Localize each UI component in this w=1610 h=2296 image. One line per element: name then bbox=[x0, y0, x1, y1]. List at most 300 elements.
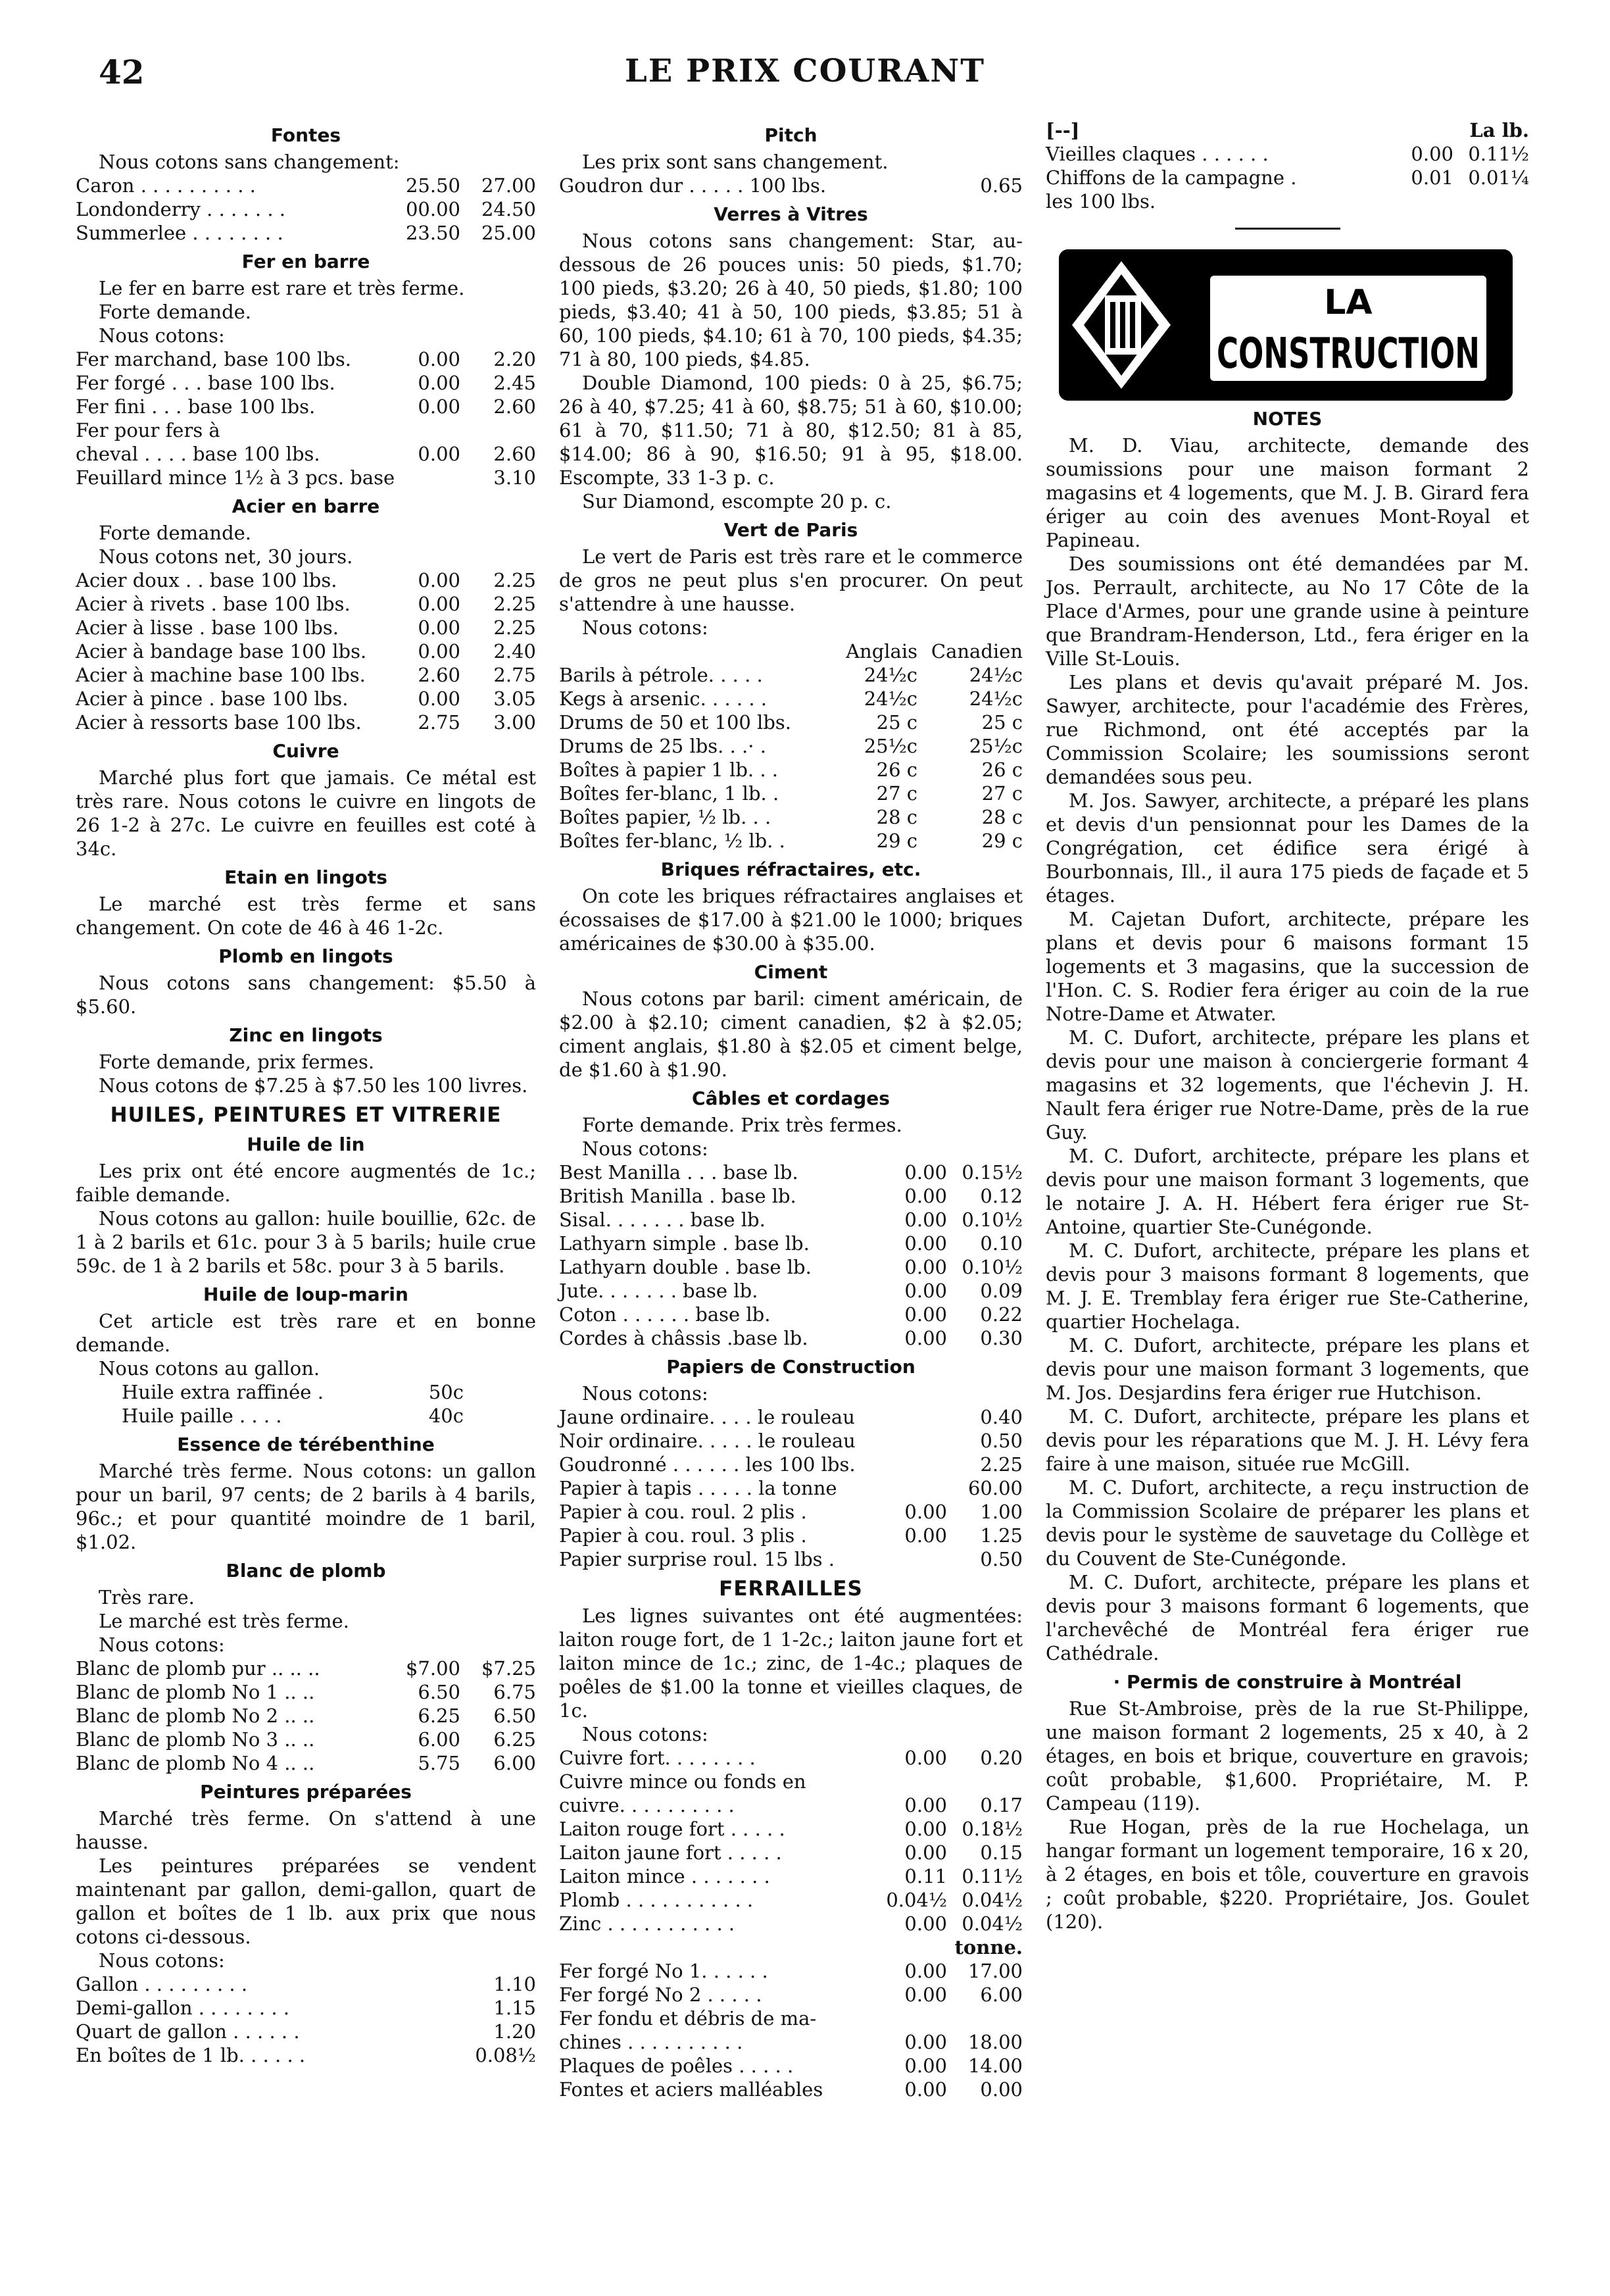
price-row bbox=[559, 1429, 1023, 1453]
item-price-max: 0.22 bbox=[980, 1303, 1023, 1326]
price-row bbox=[1046, 142, 1529, 166]
price-row bbox=[559, 1983, 1023, 2007]
price-row bbox=[559, 1817, 1023, 1841]
item-price-max: 0.17 bbox=[980, 1794, 1023, 1816]
item-price-max: 0.15 bbox=[980, 1841, 1023, 1864]
item-price: 50c bbox=[428, 1381, 464, 1403]
item-name: Blanc de plomb pur .. .. .. bbox=[76, 1657, 320, 1680]
section-title: Fontes bbox=[270, 124, 341, 146]
section-title: Plomb en lingots bbox=[218, 945, 393, 967]
price-row bbox=[76, 371, 536, 395]
section-title: Briques réfractaires, etc. bbox=[660, 859, 921, 880]
section-title: Acier en barre bbox=[232, 495, 380, 517]
item-price-max: 3.10 bbox=[493, 466, 536, 489]
item-price: 0.00 bbox=[418, 687, 460, 710]
item-price-max bbox=[460, 418, 536, 442]
item-name: Acier à pince . base 100 lbs. bbox=[76, 687, 349, 710]
item-name: Londonderry . . . . . . . bbox=[76, 198, 285, 220]
item-price-max: 0.30 bbox=[980, 1327, 1023, 1349]
price-row bbox=[76, 1657, 536, 1680]
item-price bbox=[1378, 189, 1453, 213]
price-row bbox=[76, 711, 536, 734]
price-row bbox=[76, 347, 536, 371]
paragraph: Nous cotons net, 30 jours. bbox=[99, 545, 353, 568]
price-table bbox=[76, 174, 536, 245]
item-name: Quart de gallon . . . . . . bbox=[76, 2020, 300, 2043]
section-title: NOTES bbox=[1252, 408, 1323, 430]
item-name: Papier à tapis . . . . . la tonne bbox=[559, 1477, 837, 1499]
price-row bbox=[76, 663, 536, 687]
item-price: 0.00 bbox=[904, 1984, 947, 2006]
item-price: 40c bbox=[428, 1405, 464, 1427]
item-name: Boîtes papier, ½ lb. . . bbox=[559, 806, 771, 828]
header-left: [--] bbox=[1046, 119, 1080, 141]
item-name: Cuivre fort. . . . . . . . bbox=[559, 1747, 756, 1769]
item-price: 0.00 bbox=[904, 1185, 947, 1207]
item-price-max: 1.00 bbox=[980, 1501, 1023, 1523]
price-row bbox=[559, 805, 1023, 829]
section-title: Cuivre bbox=[272, 740, 339, 762]
item-price: 0.00 bbox=[418, 593, 460, 615]
item-price-max: 2.45 bbox=[493, 372, 536, 394]
item-name: Huile paille . . . . bbox=[122, 1405, 282, 1427]
price-row bbox=[559, 1160, 1023, 1184]
section-title: Câbles et cordages bbox=[692, 1087, 890, 1109]
price-row bbox=[76, 442, 536, 466]
note-paragraph: M. C. Dufort, architecte, prépare les plans et devis pour 3 maisons formant 8 logements, que M. J. E. Tremblay fera ériger rue Ste-Catherine, quartier Hochelaga. bbox=[1046, 1239, 1529, 1333]
price-table bbox=[1046, 142, 1529, 213]
item-price-max: 0.10½ bbox=[962, 1209, 1023, 1231]
item-price: 6.00 bbox=[418, 1728, 460, 1751]
item-price bbox=[871, 1405, 947, 1429]
item-name: Zinc . . . . . . . . . . . bbox=[559, 1912, 735, 1935]
item-price: 0.00 bbox=[904, 1280, 947, 1302]
item-price-max: 0.40 bbox=[980, 1406, 1023, 1428]
price-row bbox=[76, 1704, 536, 1728]
price-row bbox=[559, 1912, 1023, 1935]
major-heading: FERRAILLES bbox=[719, 1577, 863, 1601]
header-unit: La lb. bbox=[1469, 119, 1529, 141]
item-price: 0.00 bbox=[904, 1327, 947, 1349]
item-name: British Manilla . base lb. bbox=[559, 1185, 796, 1207]
price-row bbox=[559, 1232, 1023, 1255]
item-price-max: 2.20 bbox=[493, 348, 536, 370]
item-name: Blanc de plomb No 2 .. .. bbox=[76, 1705, 315, 1727]
section-title: Ciment bbox=[754, 961, 828, 983]
item-name: Papier à cou. roul. 2 plis . bbox=[559, 1501, 807, 1523]
item-name: Drums de 25 lbs. . .· . bbox=[559, 735, 766, 757]
item-price-max bbox=[1453, 189, 1529, 213]
price-row bbox=[559, 1793, 1023, 1817]
item-name: Noir ordinaire. . . . . le rouleau bbox=[559, 1430, 856, 1452]
item-price: 0.00 bbox=[904, 1161, 947, 1184]
item-price-max: 24.50 bbox=[481, 198, 536, 220]
item-name: Coton . . . . . . base lb. bbox=[559, 1303, 771, 1326]
item-price: $7.00 bbox=[405, 1657, 460, 1680]
item-price-max: 6.00 bbox=[493, 1752, 536, 1774]
item-price: 6.25 bbox=[418, 1705, 460, 1727]
item-price-max: 3.05 bbox=[493, 687, 536, 710]
section-title: · Permis de construire à Montréal bbox=[1113, 1671, 1462, 1693]
section-title: Pitch bbox=[764, 124, 817, 146]
item-price-max: 6.75 bbox=[493, 1681, 536, 1703]
permit-paragraph: Rue St-Ambroise, près de la rue St-Philippe, une maison formant 2 logements, 25 x 40, à 2 étages, en bois et brique, couverture en gravois; coût probable, $1,600. Propriétaire, M. P. Campeau (119). bbox=[1046, 1697, 1529, 1814]
item-price-max: 24½c bbox=[969, 687, 1023, 710]
item-price-max: 0.50 bbox=[980, 1430, 1023, 1452]
item-name: Demi-gallon . . . . . . . . bbox=[76, 1997, 290, 2019]
price-table bbox=[559, 1405, 1023, 1571]
item-name: Chiffons de la campagne . bbox=[1046, 166, 1297, 189]
paragraph: Nous cotons: bbox=[582, 1137, 708, 1160]
item-name: Summerlee . . . . . . . . bbox=[76, 222, 283, 244]
item-price-max: 2.25 bbox=[493, 616, 536, 639]
item-name: Plomb . . . . . . . . . . . bbox=[559, 1889, 754, 1911]
item-price-max: 0.20 bbox=[980, 1747, 1023, 1769]
price-row bbox=[559, 1959, 1023, 1983]
note-paragraph: M. Cajetan Dufort, architecte, prépare les plans et devis pour 6 maisons formant 15 logements et 3 magasins, que la succession de l'Hon. C. S. Rodier fera ériger au coin de la rue Notre-Dame et Atwater. bbox=[1046, 908, 1529, 1025]
item-price-max: 29 c bbox=[981, 830, 1023, 852]
price-row bbox=[76, 1972, 536, 1996]
item-price-max: 17.00 bbox=[967, 1960, 1023, 1982]
paragraph: Nous cotons: bbox=[582, 616, 708, 639]
item-price: 23.50 bbox=[405, 222, 460, 244]
price-row bbox=[76, 395, 536, 418]
price-row bbox=[76, 174, 536, 197]
item-name: Acier à lisse . base 100 lbs. bbox=[76, 616, 339, 639]
item-price-max: 27 c bbox=[981, 782, 1023, 805]
major-heading: HUILES, PEINTURES ET VITRERIE bbox=[110, 1103, 502, 1127]
paragraph: Nous cotons: bbox=[99, 1949, 225, 1972]
price-row bbox=[559, 734, 1023, 758]
item-price-max: 26 c bbox=[981, 759, 1023, 781]
item-price bbox=[871, 1429, 947, 1453]
item-name: Fer forgé . . . base 100 lbs. bbox=[76, 372, 335, 394]
paragraph: Nous cotons sans changement: $5.50 à $5.60. bbox=[76, 972, 536, 1018]
item-name: En boîtes de 1 lb. . . . . . bbox=[76, 2044, 306, 2066]
section-title: Vert de Paris bbox=[723, 519, 858, 541]
section-title: Fer en barre bbox=[241, 251, 370, 272]
price-row bbox=[559, 687, 1023, 711]
item-name: Fer fondu et débris de ma- bbox=[559, 2007, 817, 2030]
item-price-max: 2.25 bbox=[493, 593, 536, 615]
column-3 bbox=[1046, 118, 1529, 1934]
note-paragraph: Des soumissions ont été demandées par M. Jos. Perrault, architecte, au No 17 Côte de la Place d'Armes, pour une grande usine à peinture que Brandram-Henderson, Ltd., fera ériger en la Ville St-Louis. bbox=[1046, 553, 1529, 670]
price-row bbox=[559, 1303, 1023, 1326]
price-row bbox=[1046, 189, 1529, 213]
item-name: chines . . . . . . . . . . bbox=[559, 2031, 743, 2053]
note-paragraph: M. D. Viau, architecte, demande des soumissions pour une maison formant 2 magasins et 4 logements, que M. J. B. Girard fera ériger au coin des avenues Mont-Royal et Papineau. bbox=[1046, 434, 1529, 551]
item-price bbox=[385, 418, 460, 442]
table-header bbox=[559, 639, 1023, 663]
item-price: 0.00 bbox=[1411, 143, 1453, 165]
item-price-max: 2.25 bbox=[980, 1453, 1023, 1476]
permits-list bbox=[1046, 1697, 1529, 1934]
item-price: 0.00 bbox=[904, 1794, 947, 1816]
item-price: 1.10 bbox=[493, 1973, 536, 1995]
item-name: Gallon . . . . . . . . . bbox=[76, 1973, 248, 1995]
item-price: 24½c bbox=[864, 664, 917, 686]
item-name: Jaune ordinaire. . . . le rouleau bbox=[559, 1406, 855, 1428]
construction-logo-graphic bbox=[1059, 249, 1513, 401]
item-price-max: 0.04½ bbox=[962, 1912, 1023, 1935]
logo-big-text: CONSTRUCTION bbox=[1217, 330, 1480, 378]
item-price: 25 c bbox=[876, 711, 917, 734]
price-table bbox=[76, 1380, 464, 1428]
column-header: Canadien bbox=[931, 640, 1023, 662]
item-price: 00.00 bbox=[405, 198, 460, 220]
item-name: Papier surprise roul. 15 lbs . bbox=[559, 1548, 835, 1570]
construction-logo bbox=[1059, 249, 1513, 401]
item-price: 0.00 bbox=[904, 1747, 947, 1769]
price-row bbox=[559, 1888, 1023, 1912]
item-price-max: 18.00 bbox=[967, 2031, 1023, 2053]
item-name: Kegs à arsenic. . . . . . bbox=[559, 687, 768, 710]
note-paragraph: M. C. Dufort, architecte, a reçu instruction de la Commission Scolaire de préparer les plans et devis pour le système de sauvetage du Collège et du Couvent de Ste-Cunégonde. bbox=[1046, 1476, 1529, 1570]
item-name: Drums de 50 et 100 lbs. bbox=[559, 711, 791, 734]
item-price-max bbox=[947, 2007, 1023, 2030]
paragraph: Marché plus fort que jamais. Ce métal est très rare. Nous cotons le cuivre en lingots de 26 1-2 à 27c. Le cuivre en feuilles est coté à 34c. bbox=[76, 766, 536, 860]
item-name: Lathyarn double . base lb. bbox=[559, 1256, 812, 1278]
paragraph: Le marché est très ferme. bbox=[99, 1610, 349, 1632]
price-table bbox=[559, 1959, 1023, 2101]
price-row bbox=[559, 1841, 1023, 1864]
paragraph: Marché très ferme. On s'attend à une hausse. bbox=[76, 1807, 536, 1853]
item-price: 0.00 bbox=[418, 348, 460, 370]
item-price: 26 c bbox=[876, 759, 917, 781]
item-price: 6.50 bbox=[418, 1681, 460, 1703]
item-price: 0.00 bbox=[418, 372, 460, 394]
paragraph: Le fer en barre est rare et très ferme. bbox=[99, 277, 465, 299]
item-price-max: $7.25 bbox=[481, 1657, 536, 1680]
item-price-max: 0.15½ bbox=[962, 1161, 1023, 1184]
price-row bbox=[76, 2043, 536, 2067]
item-name: Goudron dur . . . . . 100 lbs. bbox=[559, 174, 827, 197]
paragraph: Forte demande. bbox=[99, 301, 252, 323]
item-price-max: 0.18½ bbox=[962, 1818, 1023, 1840]
item-price: 0.00 bbox=[904, 1912, 947, 1935]
item-price: 29 c bbox=[876, 830, 917, 852]
price-row bbox=[76, 687, 536, 711]
item-name: Fer marchand, base 100 lbs. bbox=[76, 348, 351, 370]
section-title: Papiers de Construction bbox=[666, 1356, 915, 1378]
item-name: Blanc de plomb No 4 .. .. bbox=[76, 1752, 315, 1774]
item-price-max: 2.75 bbox=[493, 664, 536, 686]
section-title: Essence de térébenthine bbox=[177, 1434, 435, 1455]
section-title: Huile de loup-marin bbox=[203, 1284, 408, 1305]
paragraph: Très rare. bbox=[99, 1586, 195, 1609]
item-price: 0.00 bbox=[904, 2055, 947, 2077]
column-2 bbox=[559, 118, 1023, 2101]
item-price-max: 0.11½ bbox=[1468, 143, 1529, 165]
item-name: Papier à cou. roul. 3 plis . bbox=[559, 1524, 807, 1547]
item-name: Cordes à châssis .base lb. bbox=[559, 1327, 808, 1349]
item-price-max: 28 c bbox=[981, 806, 1023, 828]
item-price-max: 2.40 bbox=[493, 640, 536, 662]
notes-list bbox=[1046, 434, 1529, 1665]
item-name: cuivre. . . . . . . . . . bbox=[559, 1794, 735, 1816]
price-row bbox=[76, 1751, 536, 1775]
paragraph: Les prix ont été encore augmentés de 1c.; faible demande. bbox=[76, 1160, 536, 1206]
paragraph: Les prix sont sans changement. bbox=[582, 151, 889, 173]
item-price bbox=[395, 466, 465, 489]
item-name: Caron . . . . . . . . . . bbox=[76, 174, 256, 197]
item-price: 0.11 bbox=[904, 1865, 947, 1887]
item-price-max: 27.00 bbox=[481, 174, 536, 197]
item-name: Sisal. . . . . . . base lb. bbox=[559, 1209, 766, 1231]
item-name: Boîtes fer-blanc, 1 lb. . bbox=[559, 782, 779, 805]
section-title: Blanc de plomb bbox=[226, 1560, 386, 1582]
item-name: Fer forgé No 1. . . . . . bbox=[559, 1960, 768, 1982]
item-name: Vieilles claques . . . . . . bbox=[1046, 143, 1269, 165]
item-price: 25½c bbox=[864, 735, 917, 757]
item-name: Acier à machine base 100 lbs. bbox=[76, 664, 366, 686]
item-price-max: 0.01¼ bbox=[1468, 166, 1529, 189]
item-price: 0.08½ bbox=[475, 2044, 536, 2066]
item-name: Laiton jaune fort . . . . . bbox=[559, 1841, 782, 1864]
paragraph: Nous cotons de $7.25 à $7.50 les 100 livres. bbox=[99, 1074, 528, 1097]
item-price: 25.50 bbox=[405, 174, 460, 197]
divider bbox=[1235, 228, 1340, 230]
price-row bbox=[559, 2030, 1023, 2054]
item-price-max: 2.25 bbox=[493, 569, 536, 591]
item-name: Fer forgé No 2 . . . . . bbox=[559, 1984, 762, 2006]
price-row bbox=[559, 1864, 1023, 1888]
price-table bbox=[559, 1160, 1023, 1350]
item-name: Goudronné . . . . . . les 100 lbs. bbox=[559, 1453, 856, 1476]
item-name: Feuillard mince 1½ à 3 pcs. base bbox=[76, 466, 395, 489]
paragraph: Le marché est très ferme et sans changement. On cote de 46 à 46 1-2c. bbox=[76, 893, 536, 939]
item-price-max: 24½c bbox=[969, 664, 1023, 686]
item-price-max: 0.00 bbox=[980, 2078, 1023, 2101]
price-row bbox=[559, 758, 1023, 782]
paragraph: Nous cotons sans changement: Star, au-dessous de 26 pouces unis: 50 pieds, $1.70; 100 pieds, $3.20; 26 à 40, 50 pieds, $1.80; 100 pieds, $3.40; 41 à 50, 100 pieds, $3.85; 51 à 60, 100 pieds, $4.10; 61 à 70, 100 pieds, $4.35; 71 à 80, 100 pieds, $4.85. bbox=[559, 230, 1023, 370]
price-table bbox=[76, 1972, 536, 2067]
item-price-max: 0.11½ bbox=[962, 1865, 1023, 1887]
item-price: 0.00 bbox=[904, 1232, 947, 1255]
item-price bbox=[871, 2007, 947, 2030]
price-row bbox=[559, 1184, 1023, 1208]
item-name: les 100 lbs. bbox=[1046, 190, 1156, 212]
item-price: 0.01 bbox=[1411, 166, 1453, 189]
item-name: Boîtes fer-blanc, ½ lb. . bbox=[559, 830, 785, 852]
paragraph: Forte demande, prix fermes. bbox=[99, 1051, 375, 1073]
item-name: Laiton rouge fort . . . . . bbox=[559, 1818, 785, 1840]
unit-label: tonne. bbox=[954, 1936, 1023, 1959]
item-price: 0.00 bbox=[418, 569, 460, 591]
item-name: Acier à bandage base 100 lbs. bbox=[76, 640, 367, 662]
price-table bbox=[76, 347, 536, 489]
item-price: 0.00 bbox=[904, 1256, 947, 1278]
item-price: 0.00 bbox=[904, 1209, 947, 1231]
paragraph: Nous cotons: bbox=[582, 1382, 708, 1405]
item-name: Best Manilla . . . base lb. bbox=[559, 1161, 798, 1184]
item-name: Laiton mince . . . . . . . bbox=[559, 1865, 770, 1887]
price-row bbox=[559, 1453, 1023, 1476]
item-name: Jute. . . . . . . base lb. bbox=[559, 1280, 758, 1302]
item-price-max: 1.25 bbox=[980, 1524, 1023, 1547]
page-title: LE PRIX COURANT bbox=[624, 53, 986, 89]
item-name: Blanc de plomb No 1 .. .. bbox=[76, 1681, 315, 1703]
logo-small-text: LA bbox=[1324, 283, 1373, 322]
price-row bbox=[559, 711, 1023, 734]
item-name: Boîtes à papier 1 lb. . . bbox=[559, 759, 779, 781]
price-row bbox=[76, 616, 536, 639]
column-1 bbox=[76, 118, 536, 2067]
item-price-max: 6.00 bbox=[980, 1984, 1023, 2006]
item-price: 0.00 bbox=[418, 616, 460, 639]
column-header: Anglais bbox=[846, 640, 917, 662]
price-row bbox=[559, 1208, 1023, 1232]
price-table bbox=[559, 1746, 1023, 1935]
price-row bbox=[559, 1547, 1023, 1571]
page-number: 42 bbox=[99, 53, 145, 91]
price-table bbox=[559, 663, 1023, 853]
item-name: Fontes et aciers malléables bbox=[559, 2078, 823, 2101]
item-name: Blanc de plomb No 3 .. .. bbox=[76, 1728, 315, 1751]
item-price-max: 0.12 bbox=[980, 1185, 1023, 1207]
item-price-max: 2.60 bbox=[493, 395, 536, 418]
price-row bbox=[1046, 166, 1529, 189]
item-price: 0.00 bbox=[904, 1524, 947, 1547]
item-price-max: 2.60 bbox=[493, 443, 536, 465]
section-title: Huile de lin bbox=[247, 1134, 365, 1155]
paragraph: Forte demande. Prix très fermes. bbox=[582, 1114, 902, 1136]
price-row bbox=[559, 1746, 1023, 1770]
item-price-max: 60.00 bbox=[967, 1477, 1023, 1499]
price-row bbox=[76, 418, 536, 442]
price-row bbox=[559, 174, 1023, 197]
price-row bbox=[559, 1500, 1023, 1524]
price-row bbox=[559, 829, 1023, 853]
paragraph: Nous cotons: bbox=[99, 324, 225, 347]
table-header bbox=[1046, 118, 1529, 142]
price-row bbox=[122, 1380, 464, 1404]
paragraph: Double Diamond, 100 pieds: 0 à 25, $6.75; 26 à 40, $7.25; 41 à 60, $8.75; 51 à 60, $10.00; 61 à 70, $11.50; 71 à 80, $12.50; 81 à 85, $14.00; 86 à 90, $16.50; 91 à 95, $18.00. Escompte, 33 1-3 p. c. bbox=[559, 372, 1023, 489]
price-row bbox=[76, 1680, 536, 1704]
item-name: cheval . . . . base 100 lbs. bbox=[76, 443, 320, 465]
item-name: Lathyarn simple . base lb. bbox=[559, 1232, 810, 1255]
note-paragraph: M. Jos. Sawyer, architecte, a préparé les plans et devis d'un pensionnat pour les Dames de la Congrégation, cet édifice sera érigé à Bourbonnais, Ill., il aura 175 pieds de façade et 5 étages. bbox=[1046, 789, 1529, 907]
item-price: 0.65 bbox=[980, 174, 1023, 197]
item-name: Fer pour fers à bbox=[76, 419, 220, 441]
item-price-max: 0.04½ bbox=[962, 1889, 1023, 1911]
item-price bbox=[871, 1770, 947, 1793]
price-row bbox=[76, 197, 536, 221]
item-price-max: 3.00 bbox=[493, 711, 536, 734]
price-row bbox=[76, 2020, 536, 2043]
price-row bbox=[559, 2054, 1023, 2078]
price-row bbox=[559, 1476, 1023, 1500]
item-name: Fer fini . . . base 100 lbs. bbox=[76, 395, 316, 418]
price-row bbox=[76, 592, 536, 616]
item-price: 24½c bbox=[864, 687, 917, 710]
item-price-max: 0.10 bbox=[980, 1232, 1023, 1255]
item-price: 5.75 bbox=[418, 1752, 460, 1774]
item-name: Cuivre mince ou fonds en bbox=[559, 1770, 806, 1793]
section-title: Etain en lingots bbox=[224, 866, 387, 888]
item-price: 0.00 bbox=[904, 1303, 947, 1326]
item-name: Huile extra raffinée . bbox=[122, 1381, 324, 1403]
item-price bbox=[871, 1547, 947, 1571]
price-row bbox=[76, 568, 536, 592]
item-price-max: 6.50 bbox=[493, 1705, 536, 1727]
item-price: 28 c bbox=[876, 806, 917, 828]
price-row bbox=[559, 1326, 1023, 1350]
price-row bbox=[559, 1405, 1023, 1429]
paragraph: Cet article est très rare et en bonne demande. bbox=[76, 1310, 536, 1356]
note-paragraph: M. C. Dufort, architecte, prépare les plans et devis pour 3 maisons formant 6 logements, que l'archevêché de Montréal fera ériger rue Cathédrale. bbox=[1046, 1571, 1529, 1664]
paragraph: Le vert de Paris est très rare et le commerce de gros ne peut plus s'en procurer. On peut s'attendre à une hausse. bbox=[559, 545, 1023, 615]
